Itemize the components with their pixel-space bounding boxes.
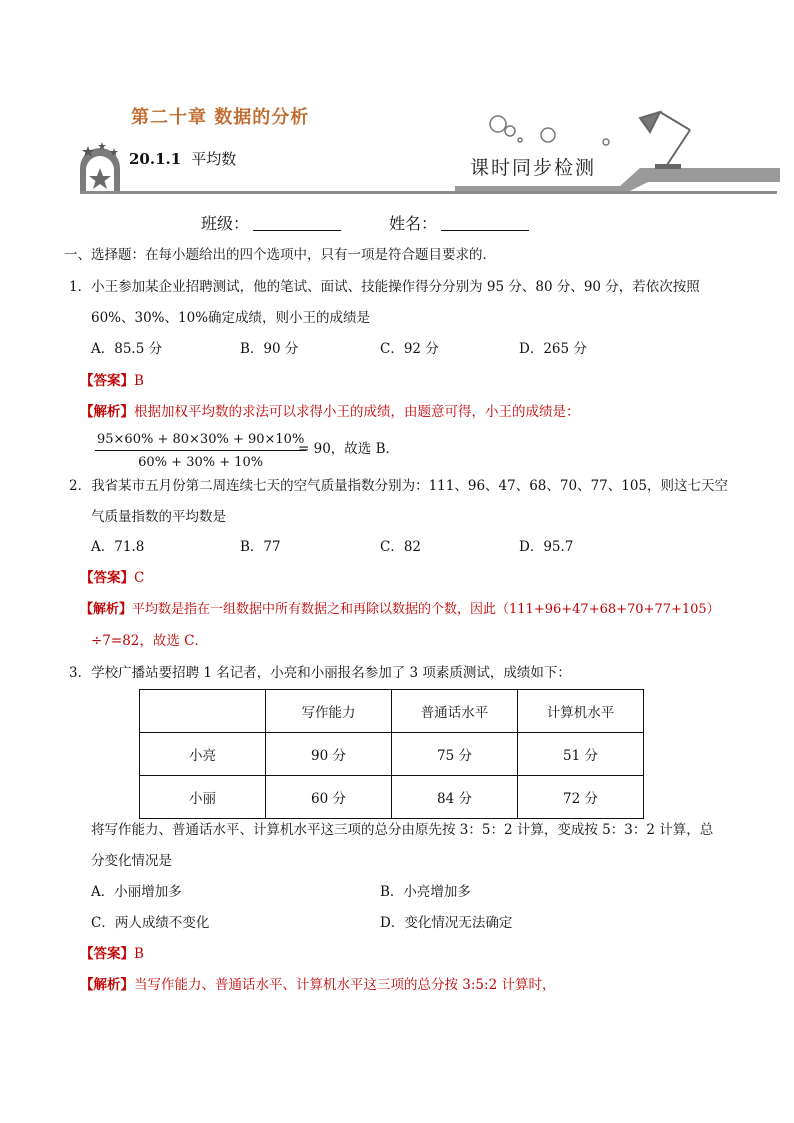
class-label: 班级： (201, 214, 250, 233)
score-table (139, 689, 644, 819)
table-row (140, 776, 644, 819)
fraction-result: = 90，故选 B． (298, 441, 399, 457)
q3-stem-line1: 3．学校广播站要招聘 1 名记者，小亮和小丽报名参加了 3 项素质测试，成绩如下： (69, 665, 571, 681)
table-header-cell: 写作能力 (266, 690, 392, 733)
section-title: 平均数 (191, 150, 237, 168)
q2-stem-line2: 气质量指数的平均数是 (91, 509, 226, 525)
name-label: 姓名： (389, 214, 438, 233)
q3-option-b: B．小亮增加多 (380, 884, 471, 900)
table-cell: 75 分 (392, 733, 518, 776)
answer-label: 【答案】 (80, 570, 134, 586)
answer-value: C (134, 570, 145, 586)
q2-stem-line1: 2．我省某市五月份第二周连续七天的空气质量指数分别为：111、96、47、68、70、77、105，则这七天空 (69, 478, 729, 494)
header-decoration (0, 0, 794, 200)
q3-option-d: D．变化情况无法确定 (380, 915, 513, 931)
q2-option-a: A．71.8 (91, 539, 145, 555)
name-field[interactable] (389, 211, 529, 234)
q1-analysis (80, 406, 580, 420)
q1-stem-line1: 1．小王参加某企业招聘测试，他的笔试、面试、技能操作得分分别为 95 分、80 分、90 分，若依次按照 (69, 279, 700, 295)
table-cell: 60 分 (266, 776, 392, 819)
table-cell: 小丽 (140, 776, 266, 819)
q2-option-c: C．82 (380, 539, 422, 555)
class-blank[interactable] (253, 216, 341, 231)
chapter-title: 第二十章 数据的分析 (131, 107, 310, 128)
table-cell: 51 分 (518, 733, 644, 776)
analysis-label: 【解析】 (80, 602, 133, 617)
header-rule (80, 191, 777, 194)
q1-stem-line2: 60%、30%、10%确定成绩，则小王的成绩是 (91, 310, 371, 326)
table-cell: 84 分 (392, 776, 518, 819)
q2-option-b: B．77 (240, 539, 281, 555)
fraction-numerator: 95×60% + 80×30% + 90×10% (95, 432, 306, 451)
q3-answer (80, 948, 144, 962)
q3-option-a: A．小丽增加多 (91, 884, 182, 900)
analysis-text: 根据加权平均数的求法可以求得小王的成绩，由题意可得，小王的成绩是： (134, 404, 580, 420)
desk-lamp-icon (640, 112, 690, 169)
table-header-cell: 计算机水平 (518, 690, 644, 733)
analysis-label: 【解析】 (80, 404, 134, 420)
table-row (140, 733, 644, 776)
q3-stem-line3: 分变化情况是 (91, 853, 172, 869)
q2-analysis-line2: ÷7=82，故选 C． (91, 633, 209, 649)
analysis-text: 平均数是指在一组数据中所有数据之和再除以数据的个数，因此（111+96+47+68+70+77+105） (132, 602, 720, 617)
section-number: 20.1.1 (129, 150, 182, 168)
table-cell: 小亮 (140, 733, 266, 776)
analysis-text: 当写作能力、普通话水平、计算机水平这三项的总分按 3:5:2 计算时， (134, 977, 556, 993)
table-cell: 90 分 (266, 733, 392, 776)
q1-result (298, 443, 399, 457)
table-header-row (140, 690, 644, 733)
fraction-denominator: 60% + 30% + 10% (138, 455, 264, 470)
star-emblem-icon (80, 142, 120, 192)
q2-answer (80, 572, 144, 586)
class-field[interactable] (201, 211, 341, 234)
q3-stem-line2: 将写作能力、普通话水平、计算机水平这三项的总分由原先按 3：5：2 计算，变成按 5：3：2 计算，总 (91, 822, 714, 838)
q1-option-b: B．90 分 (240, 341, 299, 357)
answer-label: 【答案】 (80, 946, 134, 962)
q1-fraction (95, 432, 306, 470)
name-blank[interactable] (441, 216, 529, 231)
q2-analysis (80, 603, 720, 616)
table-header-cell: 普通话水平 (392, 690, 518, 733)
answer-label: 【答案】 (80, 373, 134, 389)
section-heading (129, 148, 236, 169)
q1-answer (80, 375, 144, 389)
banner-text: 课时同步检测 (470, 157, 597, 179)
bubbles-icon (490, 116, 609, 145)
q1-option-d: D．265 分 (519, 341, 587, 357)
answer-value: B (134, 373, 144, 389)
q3-option-c: C．两人成绩不变化 (91, 915, 210, 931)
q3-analysis (80, 979, 555, 993)
q1-option-c: C．92 分 (380, 341, 439, 357)
table-header-cell (140, 690, 266, 733)
instruction: 一、选择题：在每小题给出的四个选项中，只有一项是符合题目要求的． (64, 247, 496, 263)
analysis-label: 【解析】 (80, 977, 134, 993)
table-cell: 72 分 (518, 776, 644, 819)
answer-value: B (134, 946, 144, 962)
q1-option-a: A．85.5 分 (91, 341, 163, 357)
q2-option-d: D．95.7 (519, 539, 574, 555)
